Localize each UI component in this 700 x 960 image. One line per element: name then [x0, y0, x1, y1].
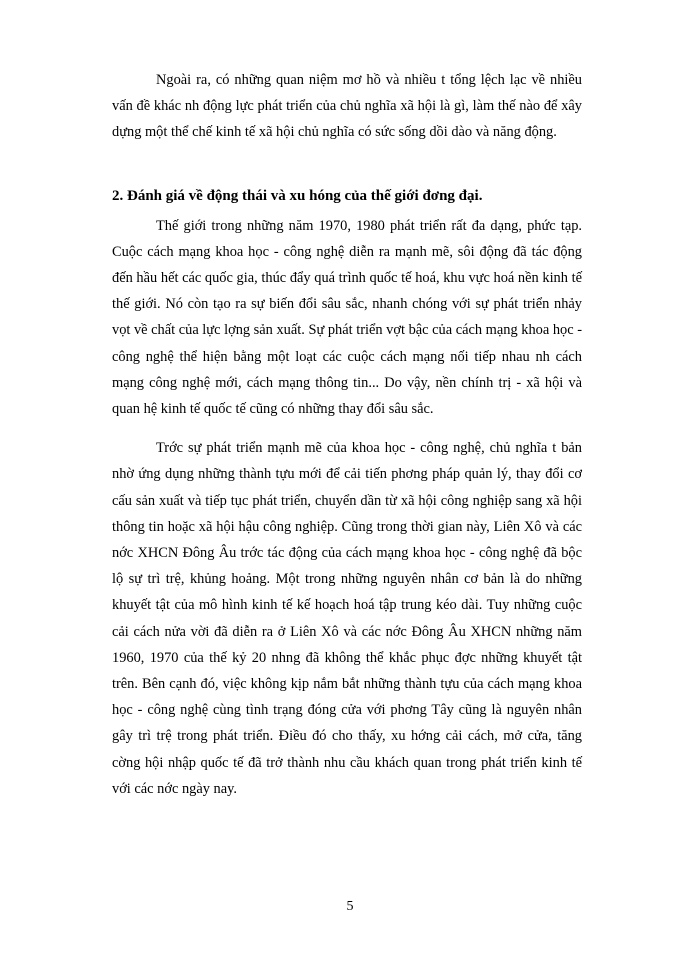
section-heading: 2. Đánh giá về động thái và xu hóng của thế giới đơng đại.	[112, 187, 483, 204]
page-content	[112, 67, 582, 802]
page-number: 5	[346, 899, 354, 914]
paragraph-capitalism-and-socialism: Trớc sự phát triển mạnh mẽ của khoa học - công nghệ, chủ nghĩa t bản nhờ ứng dụng những thành tựu mới để cải tiến phơng pháp quản lý, thay đổi cơ cấu sản xuất và tiếp tục phát triển, chuyển dần từ xã hội công nghiệp sang xã hội thông tin hoặc xã hội hậu công nghiệp. Cũng trong thời gian này, Liên Xô và các nớc XHCN Đông Âu trớc tác động của cách mạng khoa học - công nghệ đã bộc lộ sự trì trệ, khủng hoảng. Một trong những nguyên nhân cơ bản là do những khuyết tật của mô hình kinh tế kế hoạch hoá tập trung kéo dài. Tuy những cuộc cải cách nửa vời đã diễn ra ở Liên Xô và các nớc Đông Âu XHCN những năm 1960, 1970 của thế kỷ 20 nhng đã không thể khắc phục đợc những khuyết tật trên. Bên cạnh đó, việc không kịp nắm bắt những thành tựu của cách mạng khoa học - công nghệ cùng tình trạng đóng cửa với phơng Tây cũng là nguyên nhân gây trì trệ trong phát triển. Điều đó cho thấy, xu hớng cải cách, mở cửa, tăng cờng hội nhập quốc tế đã trở thành nhu cầu khách quan trong phát triển kinh tế với các nớc ngày nay.	[112, 440, 582, 797]
paragraph-world-development: Thế giới trong những năm 1970, 1980 phát triển rất đa dạng, phức tạp. Cuộc cách mạng khoa học - công nghệ diễn ra mạnh mẽ, sôi động đã tác động đến hầu hết các quốc gia, thúc đẩy quá trình quốc tế hoá, khu vực hoá nền kinh tế thế giới. Nó còn tạo ra sự biến đổi sâu sắc, nhanh chóng với sự phát triển nhảy vọt về chất của lực lợng sản xuất. Sự phát triển vợt bậc của cách mạng khoa học - công nghệ thể hiện bằng một loạt các cuộc cách mạng nối tiếp nhau nh cách mạng công nghệ mới, cách mạng thông tin... Do vậy, nền chính trị - xã hội và quan hệ kinh tế quốc tế cũng có những thay đổi sâu sắc.	[112, 217, 582, 418]
paragraph-intro: Ngoài ra, có những quan niệm mơ hồ và nhiều t tổng lệch lạc về nhiều vấn đề khác nh động lực phát triển của chủ nghĩa xã hội là gì, làm thế nào để xây dựng một thể chế kinh tế xã hội chủ nghĩa có sức sống dồi dào và năng động.	[112, 72, 582, 141]
